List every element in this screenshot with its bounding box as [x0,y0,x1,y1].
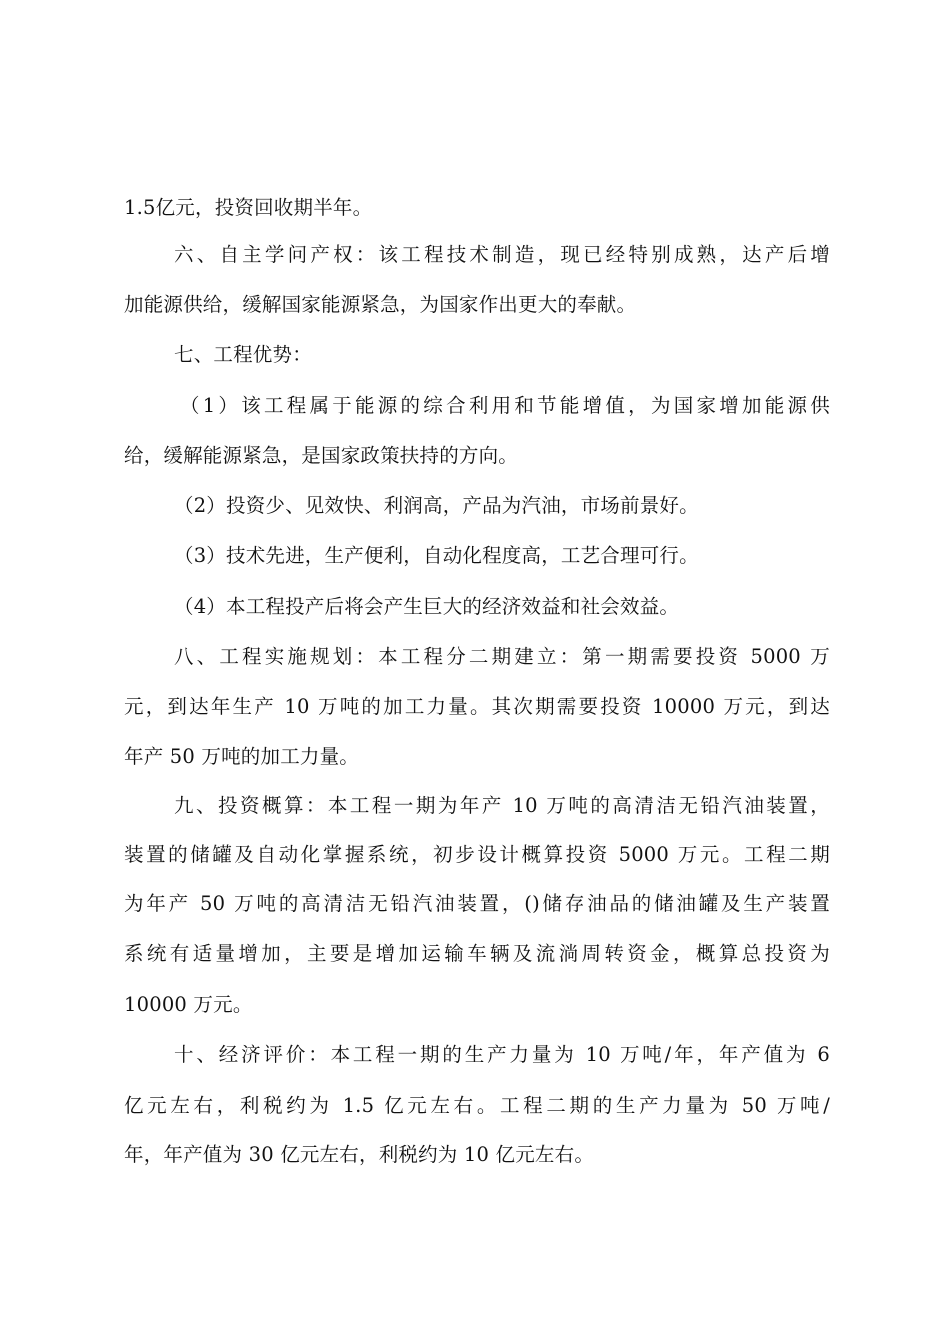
list-item: （1）该工程属于能源的综合利用和节能增值，为国家增加能源供 [180,394,830,417]
paragraph-line: 系统有适量增加，主要是增加运输车辆及流淌周转资金，概算总投资为 [124,942,830,965]
paragraph-line: 元，到达年生产 10 万吨的加工力量。其次期需要投资 10000 万元，到达 [124,695,830,718]
paragraph-line: 1.5亿元，投资回收期半年。 [124,196,373,219]
paragraph-line: 六、自主学问产权：该工程技术制造，现已经特别成熟，达产后增 [174,243,830,266]
paragraph-line: 装置的储罐及自动化掌握系统，初步设计概算投资 5000 万元。工程二期 [124,843,830,866]
section-heading: 七、工程优势： [174,343,312,366]
paragraph-line: 八、工程实施规划：本工程分二期建立：第一期需要投资 5000 万 [174,645,830,668]
paragraph-line: 10000 万元。 [124,993,253,1016]
paragraph-line: 年产 50 万吨的加工力量。 [124,745,360,768]
list-item: （4）本工程投产后将会产生巨大的经济效益和社会效益。 [174,595,680,618]
paragraph-line: 十、经济评价：本工程一期的生产力量为 10 万吨/年，年产值为 6 [174,1043,830,1066]
paragraph-line: 年，年产值为 30 亿元左右，利税约为 10 亿元左右。 [124,1143,595,1166]
paragraph-line: 给，缓解能源紧急，是国家政策扶持的方向。 [124,444,519,467]
paragraph-line: 加能源供给，缓解国家能源紧急，为国家作出更大的奉献。 [124,293,637,316]
paragraph-line: 为年产 50 万吨的高清洁无铅汽油装置，()储存油品的储油罐及生产装置 [124,892,830,915]
paragraph-line: 亿元左右，利税约为 1.5 亿元左右。工程二期的生产力量为 50 万吨/ [124,1094,830,1117]
list-item: （2）投资少、见效快、利润高，产品为汽油，市场前景好。 [174,494,699,517]
list-item: （3）技术先进，生产便利，自动化程度高，工艺合理可行。 [174,544,699,567]
paragraph-line: 九、投资概算：本工程一期为年产 10 万吨的高清洁无铅汽油装置， [174,794,830,817]
